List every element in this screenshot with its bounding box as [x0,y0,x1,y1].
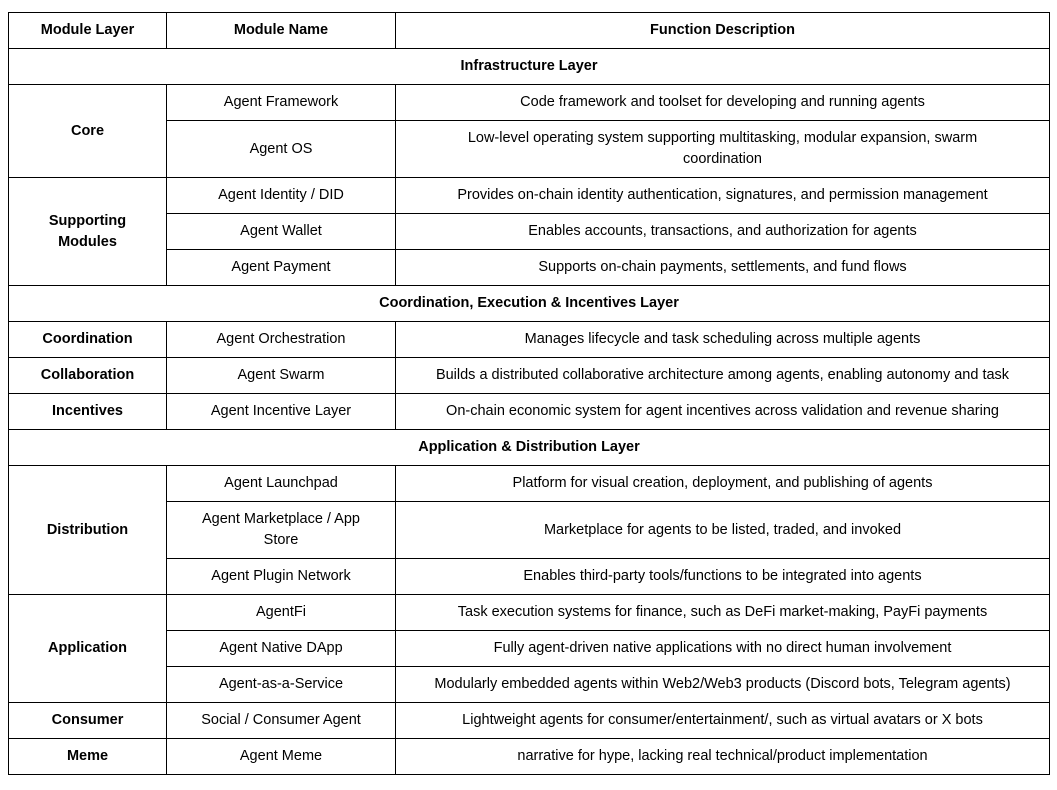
function-description: narrative for hype, lacking real technical/product implementation [396,739,1050,775]
table-row [9,739,1050,775]
module-name: Agent Framework [167,85,396,121]
table-row [9,85,1050,121]
module-layer-distribution: Distribution [9,466,167,595]
function-description: Lightweight agents for consumer/entertainment/, such as virtual avatars or X bots [396,703,1050,739]
module-name: Agent Marketplace / App Store [167,502,396,559]
function-description: Builds a distributed collaborative architecture among agents, enabling autonomy and task [396,358,1050,394]
module-name: AgentFi [167,595,396,631]
module-layer-core: Core [9,85,167,178]
module-name: Agent Orchestration [167,322,396,358]
module-layer-collaboration: Collaboration [9,358,167,394]
function-description: Modularly embedded agents within Web2/Web3 products (Discord bots, Telegram agents) [396,667,1050,703]
module-name: Agent Swarm [167,358,396,394]
function-description: Low-level operating system supporting multitasking, modular expansion, swarm coordination [396,121,1050,178]
function-description: Task execution systems for finance, such as DeFi market-making, PayFi payments [396,595,1050,631]
module-name: Agent Meme [167,739,396,775]
module-name: Agent Wallet [167,214,396,250]
module-layer-incentives: Incentives [9,394,167,430]
module-name: Agent Payment [167,250,396,286]
module-layer-supporting-modules: Supporting Modules [9,178,167,286]
module-name: Agent OS [167,121,396,178]
function-description: Manages lifecycle and task scheduling across multiple agents [396,322,1050,358]
module-name: Agent Native DApp [167,631,396,667]
table-row [9,394,1050,430]
section-row [9,286,1050,322]
section-title-infrastructure: Infrastructure Layer [9,49,1050,85]
module-layer-application: Application [9,595,167,703]
table-row [9,178,1050,214]
module-name: Agent Launchpad [167,466,396,502]
function-description: Enables accounts, transactions, and authorization for agents [396,214,1050,250]
section-title-coordination: Coordination, Execution & Incentives Layer [9,286,1050,322]
function-description: Marketplace for agents to be listed, traded, and invoked [396,502,1050,559]
header-module-layer: Module Layer [9,13,167,49]
module-name: Agent-as-a-Service [167,667,396,703]
module-layer-coordination: Coordination [9,322,167,358]
module-name: Agent Identity / DID [167,178,396,214]
table-row [9,703,1050,739]
header-row [9,13,1050,49]
function-description: Platform for visual creation, deployment, and publishing of agents [396,466,1050,502]
table-row [9,466,1050,502]
module-layer-consumer: Consumer [9,703,167,739]
section-title-application-distribution: Application & Distribution Layer [9,430,1050,466]
section-row [9,430,1050,466]
module-layer-meme: Meme [9,739,167,775]
function-description: Provides on-chain identity authentication, signatures, and permission management [396,178,1050,214]
module-name: Social / Consumer Agent [167,703,396,739]
table-row [9,322,1050,358]
function-description: Enables third-party tools/functions to be integrated into agents [396,559,1050,595]
agent-module-table [8,12,1050,775]
header-function-description: Function Description [396,13,1050,49]
table-row [9,358,1050,394]
section-row [9,49,1050,85]
function-description: Code framework and toolset for developing and running agents [396,85,1050,121]
table-row [9,595,1050,631]
function-description: Supports on-chain payments, settlements, and fund flows [396,250,1050,286]
function-description: Fully agent-driven native applications with no direct human involvement [396,631,1050,667]
header-module-name: Module Name [167,13,396,49]
function-description: On-chain economic system for agent incentives across validation and revenue sharing [396,394,1050,430]
module-name: Agent Plugin Network [167,559,396,595]
module-name: Agent Incentive Layer [167,394,396,430]
